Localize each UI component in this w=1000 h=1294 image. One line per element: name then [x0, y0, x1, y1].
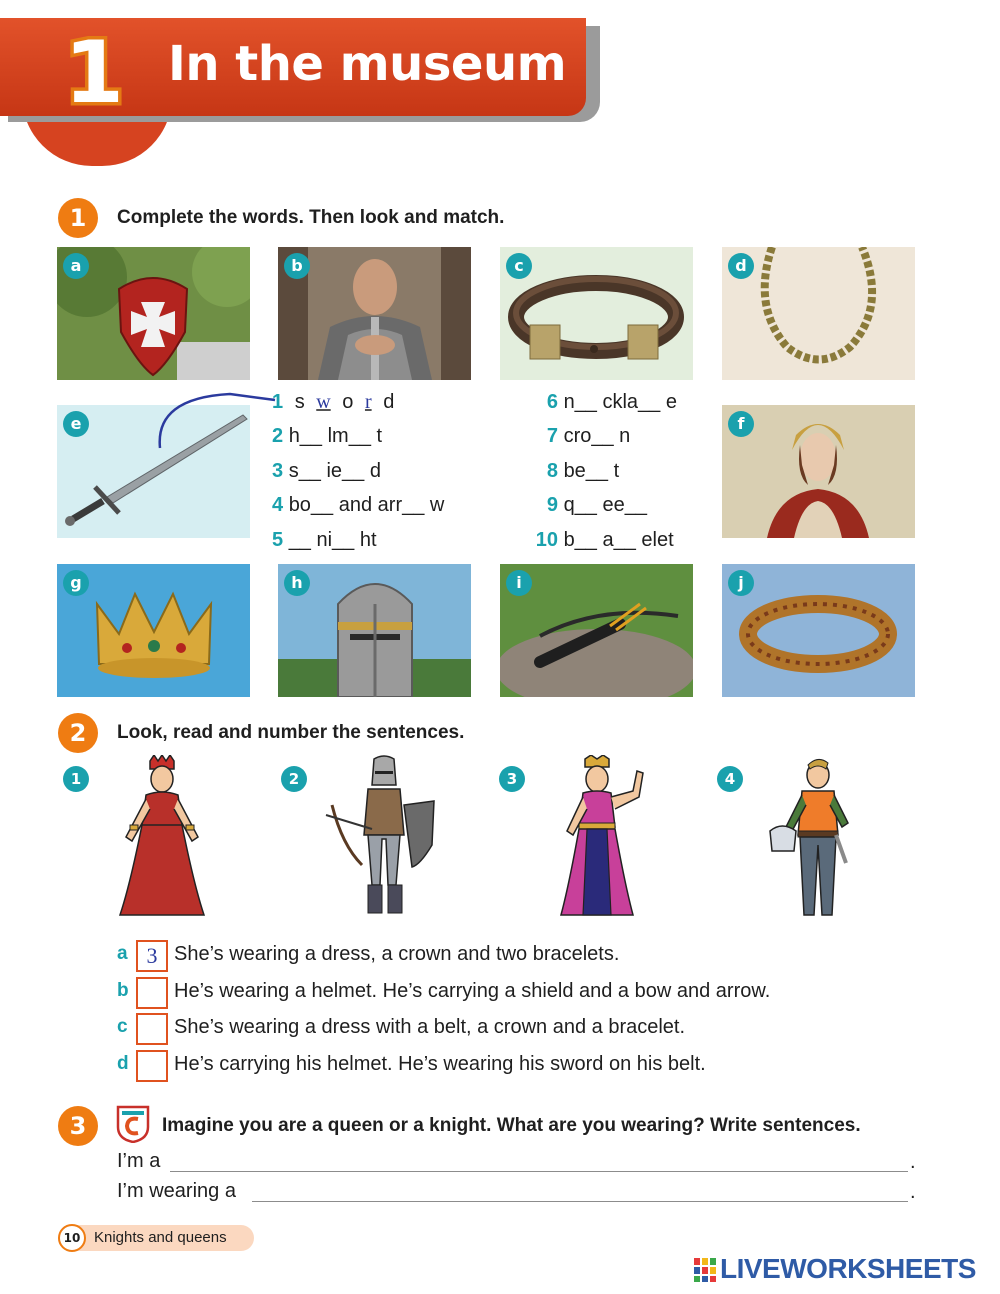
answer-box-b[interactable] — [136, 977, 168, 1009]
word-item-7[interactable]: 7 cro__ n — [546, 425, 631, 447]
photo-letter-a: a — [63, 253, 89, 279]
liveworksheets-icon — [694, 1258, 716, 1282]
photo-bracelet — [722, 564, 915, 697]
page-footer — [58, 1225, 254, 1251]
page-number: 10 — [58, 1224, 86, 1252]
answer-box-a[interactable]: 3 — [136, 940, 168, 972]
writing-line-1[interactable] — [170, 1171, 908, 1172]
competency-badge-icon — [116, 1105, 150, 1143]
section-2-number: 2 — [58, 713, 98, 753]
photo-letter-c: c — [506, 253, 532, 279]
write-prompt-2: I’m wearing a — [117, 1180, 236, 1202]
photo-letter-e: e — [63, 411, 89, 437]
photo-letter-b: b — [284, 253, 310, 279]
section-3-instruction: Imagine you are a queen or a knight. What are you wearing? Write sentences. — [162, 1115, 861, 1136]
figure-number-1: 1 — [63, 766, 89, 792]
photo-letter-d: d — [728, 253, 754, 279]
photo-letter-f: f — [728, 411, 754, 437]
page-title: In the museum — [168, 36, 567, 92]
figure-knight-carrying-helmet — [752, 755, 902, 920]
word-item-10[interactable]: 10 b__ a__ elet — [535, 529, 674, 551]
word-item-8[interactable]: 8 be__ t — [546, 460, 620, 482]
photo-shield — [57, 247, 250, 380]
word-item-5[interactable]: 5 __ ni__ ht — [272, 529, 377, 551]
photo-letter-j: j — [728, 570, 754, 596]
photo-bow-and-arrow — [500, 564, 693, 697]
word-item-9[interactable]: 9 q__ ee__ — [546, 494, 647, 516]
figure-queen-red-dress — [90, 755, 240, 920]
answer-box-c[interactable] — [136, 1013, 168, 1045]
figure-queen-pink-dress — [525, 755, 675, 920]
section-2-instruction: Look, read and number the sentences. — [117, 722, 465, 743]
figure-knight-shield-bow — [312, 755, 462, 920]
photo-letter-g: g — [63, 570, 89, 596]
photo-letter-h: h — [284, 570, 310, 596]
photo-letter-i: i — [506, 570, 532, 596]
unit-number: 1 — [64, 23, 124, 123]
unit-name: Knights and queens — [94, 1229, 227, 1246]
photo-helmet — [278, 564, 471, 697]
section-3-number: 3 — [58, 1106, 98, 1146]
figure-number-2: 2 — [281, 766, 307, 792]
photo-crown — [57, 564, 250, 697]
line-end-1: . — [910, 1151, 916, 1173]
word-item-1: 1 s w o r d — [272, 391, 395, 413]
photo-necklace — [722, 247, 915, 380]
word-item-2[interactable]: 2 h__ lm__ t — [272, 425, 383, 447]
figure-number-4: 4 — [717, 766, 743, 792]
section-1-number: 1 — [58, 198, 98, 238]
figure-number-3: 3 — [499, 766, 525, 792]
photo-queen — [722, 405, 915, 538]
line-end-2: . — [910, 1181, 916, 1203]
write-prompt-1: I’m a — [117, 1150, 161, 1172]
section-1-instruction: Complete the words. Then look and match. — [117, 207, 505, 228]
word-item-4[interactable]: 4 bo__ and arr__ w — [272, 494, 445, 516]
word-item-3[interactable]: 3 s__ ie__ d — [272, 460, 381, 482]
photo-knight — [278, 247, 471, 380]
photo-belt — [500, 247, 693, 380]
answer-box-d[interactable] — [136, 1050, 168, 1082]
writing-line-2[interactable] — [252, 1201, 908, 1202]
word-item-6[interactable]: 6 n__ ckla__ e — [546, 391, 677, 413]
matching-line — [150, 388, 280, 458]
